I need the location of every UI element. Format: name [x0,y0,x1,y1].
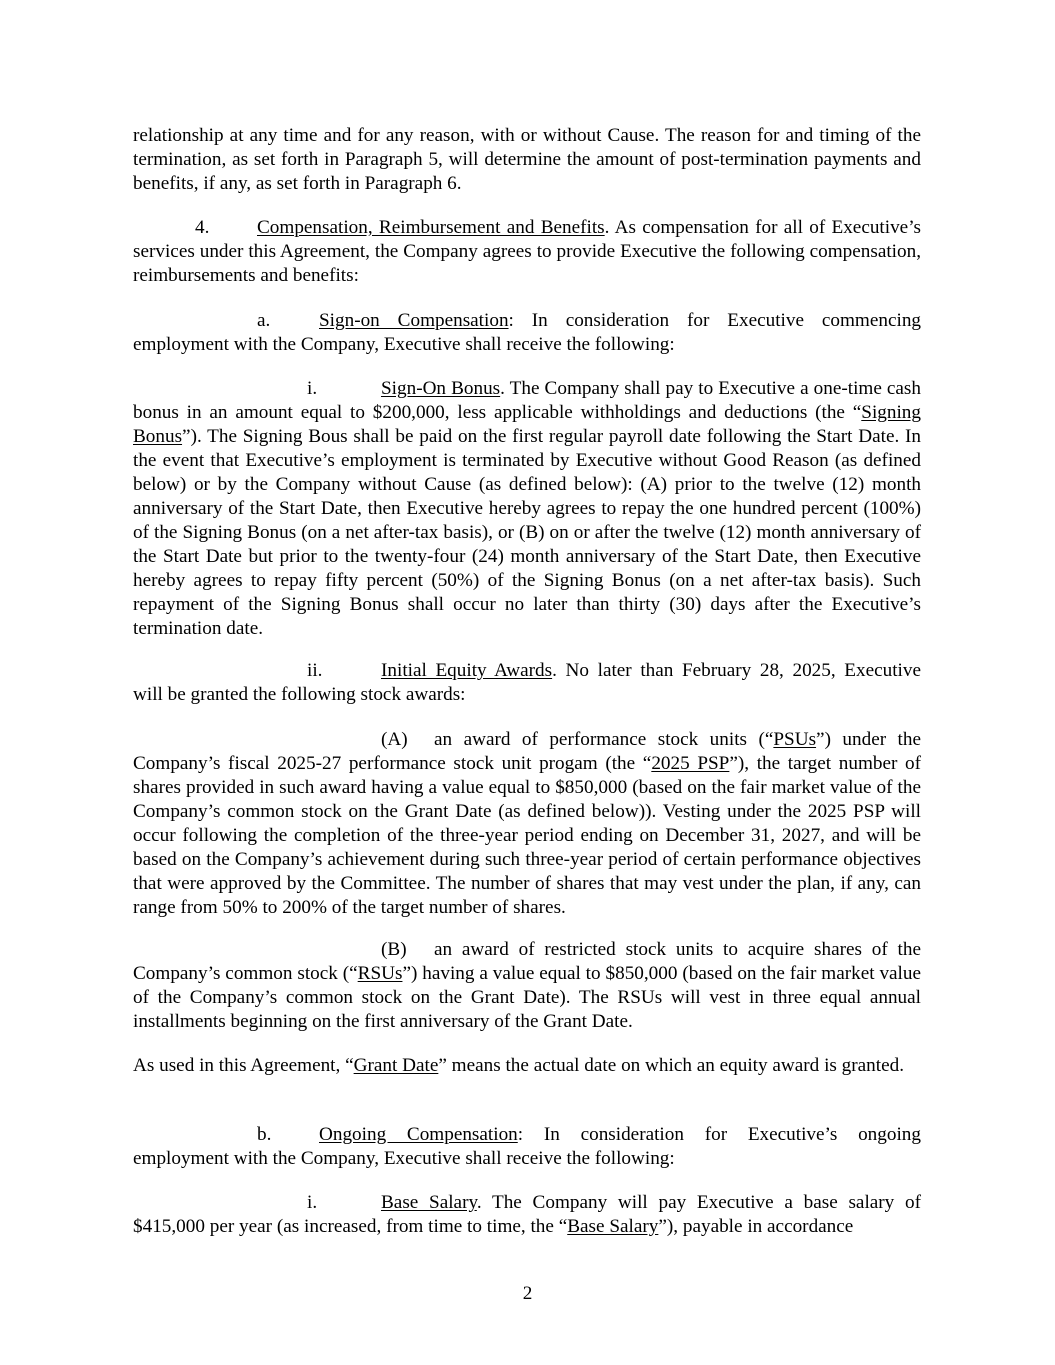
defined-term: 2025 PSP [651,753,730,774]
defined-term: Base Salary [567,1216,659,1237]
page-number: 2 [522,1283,533,1304]
award-number: (B) [381,939,407,960]
defined-term: PSUs [773,729,817,750]
section-4-compensation: 4. Compensation, Reimbursement and Benefits. As compensation for all of Executive’s services under this Agreement, the Company agrees to provide Executive the following compensation, reimbursements and benefits: [133,217,921,286]
defined-term: RSUs [357,963,403,984]
subsection-a-sign-on-compensation: a. Sign-on Compensation: In consideration for Executive commencing employment with the Company, Executive shall receive the following: [133,310,922,355]
item-number: ii. [307,660,323,681]
section-title: Compensation, Reimbursement and Benefits [257,217,605,238]
subsection-title: Sign-on Compensation [319,310,509,331]
item-title: Initial Equity Awards [381,660,553,681]
grant-date-definition: As used in this Agreement, “Grant Date” means the actual date on which an equity award is granted. [133,1055,904,1076]
award-a-performance-stock-units: (A) an award of performance stock units (“PSUs”) under the Company’s fiscal 2025-27 performance stock unit progam (the “2025 PSP”), the target number of shares provided in such award having a value equal to $850,000 (based on the fair market value of the Company’s common stock on the Grant Date (as defined below)). Vesting under the 2025 PSP will occur following the completion of the three-year period ending on December 31, 2027, and will be based on the Company’s achievement during such three-year period of certain performance objectives that were approved by the Committee. The number of shares that may vest under the plan, if any, can range from 50% to 200% of the target number of shares. [133,729,922,918]
item-number: i. [307,378,318,399]
item-title: Sign-On Bonus [381,378,501,399]
paragraph-termination-continuation: relationship at any time and for any reason, with or without Cause. The reason for and timing of the termination, as set forth in Paragraph 5, will determine the amount of post-termination payments and benefits, if any, as set forth in Paragraph 6. [133,125,921,194]
section-number: 4. [195,217,210,238]
award-number: (A) [381,729,408,750]
subsection-title: Ongoing Compensation [319,1124,518,1145]
item-number: i. [307,1192,318,1213]
award-b-restricted-stock-units: (B) an award of restricted stock units to acquire shares of the Company’s common stock (“RSUs”) having a value equal to $850,000 (based on the fair market value of the Company’s common stock on the Grant Date). The RSUs will vest in three equal annual installments beginning on the first anniversary of the Grant Date. [133,939,921,1032]
subsection-number: a. [257,310,271,331]
defined-term: Grant Date [353,1055,439,1076]
item-i-sign-on-bonus: i. Sign-On Bonus. The Company shall pay to Executive a one-time cash bonus in an amount equal to $200,000, less applicable withholdings and deductions (the “Signing Bonus”). The Signing Bous shall be paid on the first regular payroll date following the Start Date. In the event that Executive’s employment is terminated by Executive without Good Reason (as defined below) or by the Company without Cause (as defined below): (A) prior to the twelve (12) month anniversary of the Start Date, then Executive hereby agrees to repay the one hundred percent (100%) of the Signing Bonus (on a net after-tax basis), or (B) on or after the twelve (12) month anniversary of the Start Date but prior to the twenty-four (24) month anniversary of the Start Date, then Executive hereby agrees to repay fifty percent (50%) of the Signing Bonus (on a net after-tax basis). Such repayment of the Signing Bonus shall occur no later than thirty (30) days after the Executive’s termination date. [133,378,921,639]
defined-term: Signing Bonus [133,402,921,447]
item-ii-initial-equity-awards: ii. Initial Equity Awards. No later than February 28, 2025, Executive will be granted the following stock awards: [133,660,921,705]
subsection-number: b. [257,1124,272,1145]
subsection-b-ongoing-compensation: b. Ongoing Compensation: In consideration for Executive’s ongoing employment with the Company, Executive shall receive the following: [133,1124,921,1169]
item-i-base-salary: i. Base Salary. The Company will pay Executive a base salary of $415,000 per year (as increased, from time to time, the “Base Salary”), payable in accordance [133,1192,921,1237]
item-title: Base Salary [381,1192,477,1213]
